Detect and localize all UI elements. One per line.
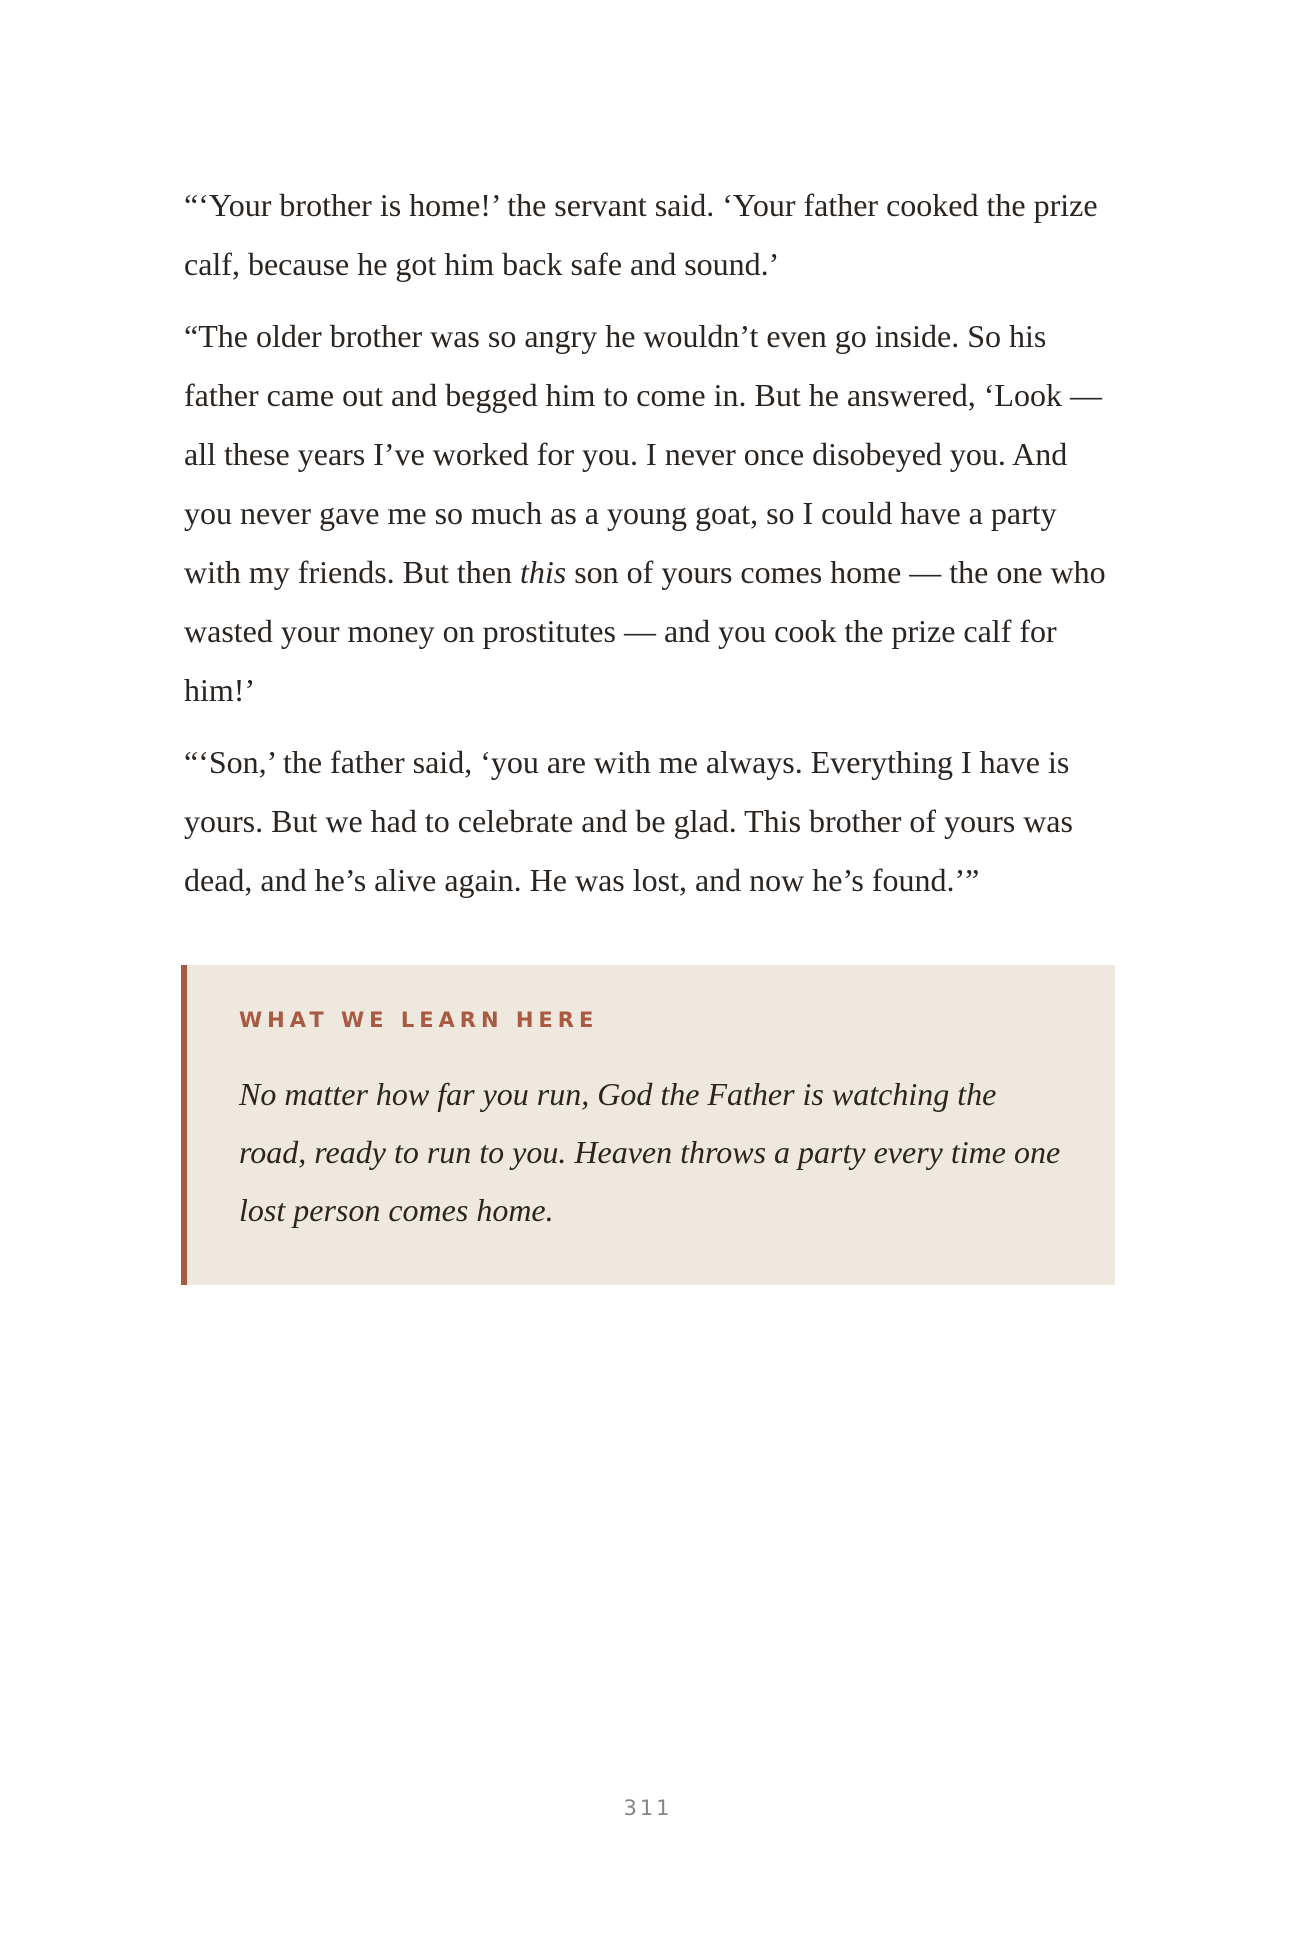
paragraph-father-reply: “‘Son,’ the father said, ‘you are with me always. Everything I have is yours. But we had to celebrate and be glad. This brother of yours was dead, and he’s alive again. He was lost, and now he’s found.’” xyxy=(184,744,1073,898)
paragraph-older-brother xyxy=(184,307,1116,720)
callout-heading: WHAT WE LEARN HERE xyxy=(239,1008,599,1032)
paragraph-text-after-emphasis: son of yours comes home — the one who wasted your money on prostitutes — and you cook the prize calf for him!’ xyxy=(184,554,1106,708)
callout-text: No matter how far you run, God the Father is watching the road, ready to run to you. Heaven throws a party every time one lost person comes home. xyxy=(239,1076,1061,1228)
main-text xyxy=(184,176,1116,923)
paragraph-text-before-emphasis: “The older brother was so angry he wouldn’t even go inside. So his father came out and begged him to come in. But he answered, ‘Look — all these years I’ve worked for you. I never once disobeyed you. And you never gave me so much as a young goat, so I could have a party with my friends. But then xyxy=(184,318,1102,590)
emphasis-word: this xyxy=(519,554,567,590)
paragraph-servant: “‘Your brother is home!’ the servant said. ‘Your father cooked the prize calf, because he got him back safe and sound.’ xyxy=(184,187,1098,282)
page-number: 311 xyxy=(623,1796,673,1820)
lesson-callout-box xyxy=(181,965,1115,1285)
